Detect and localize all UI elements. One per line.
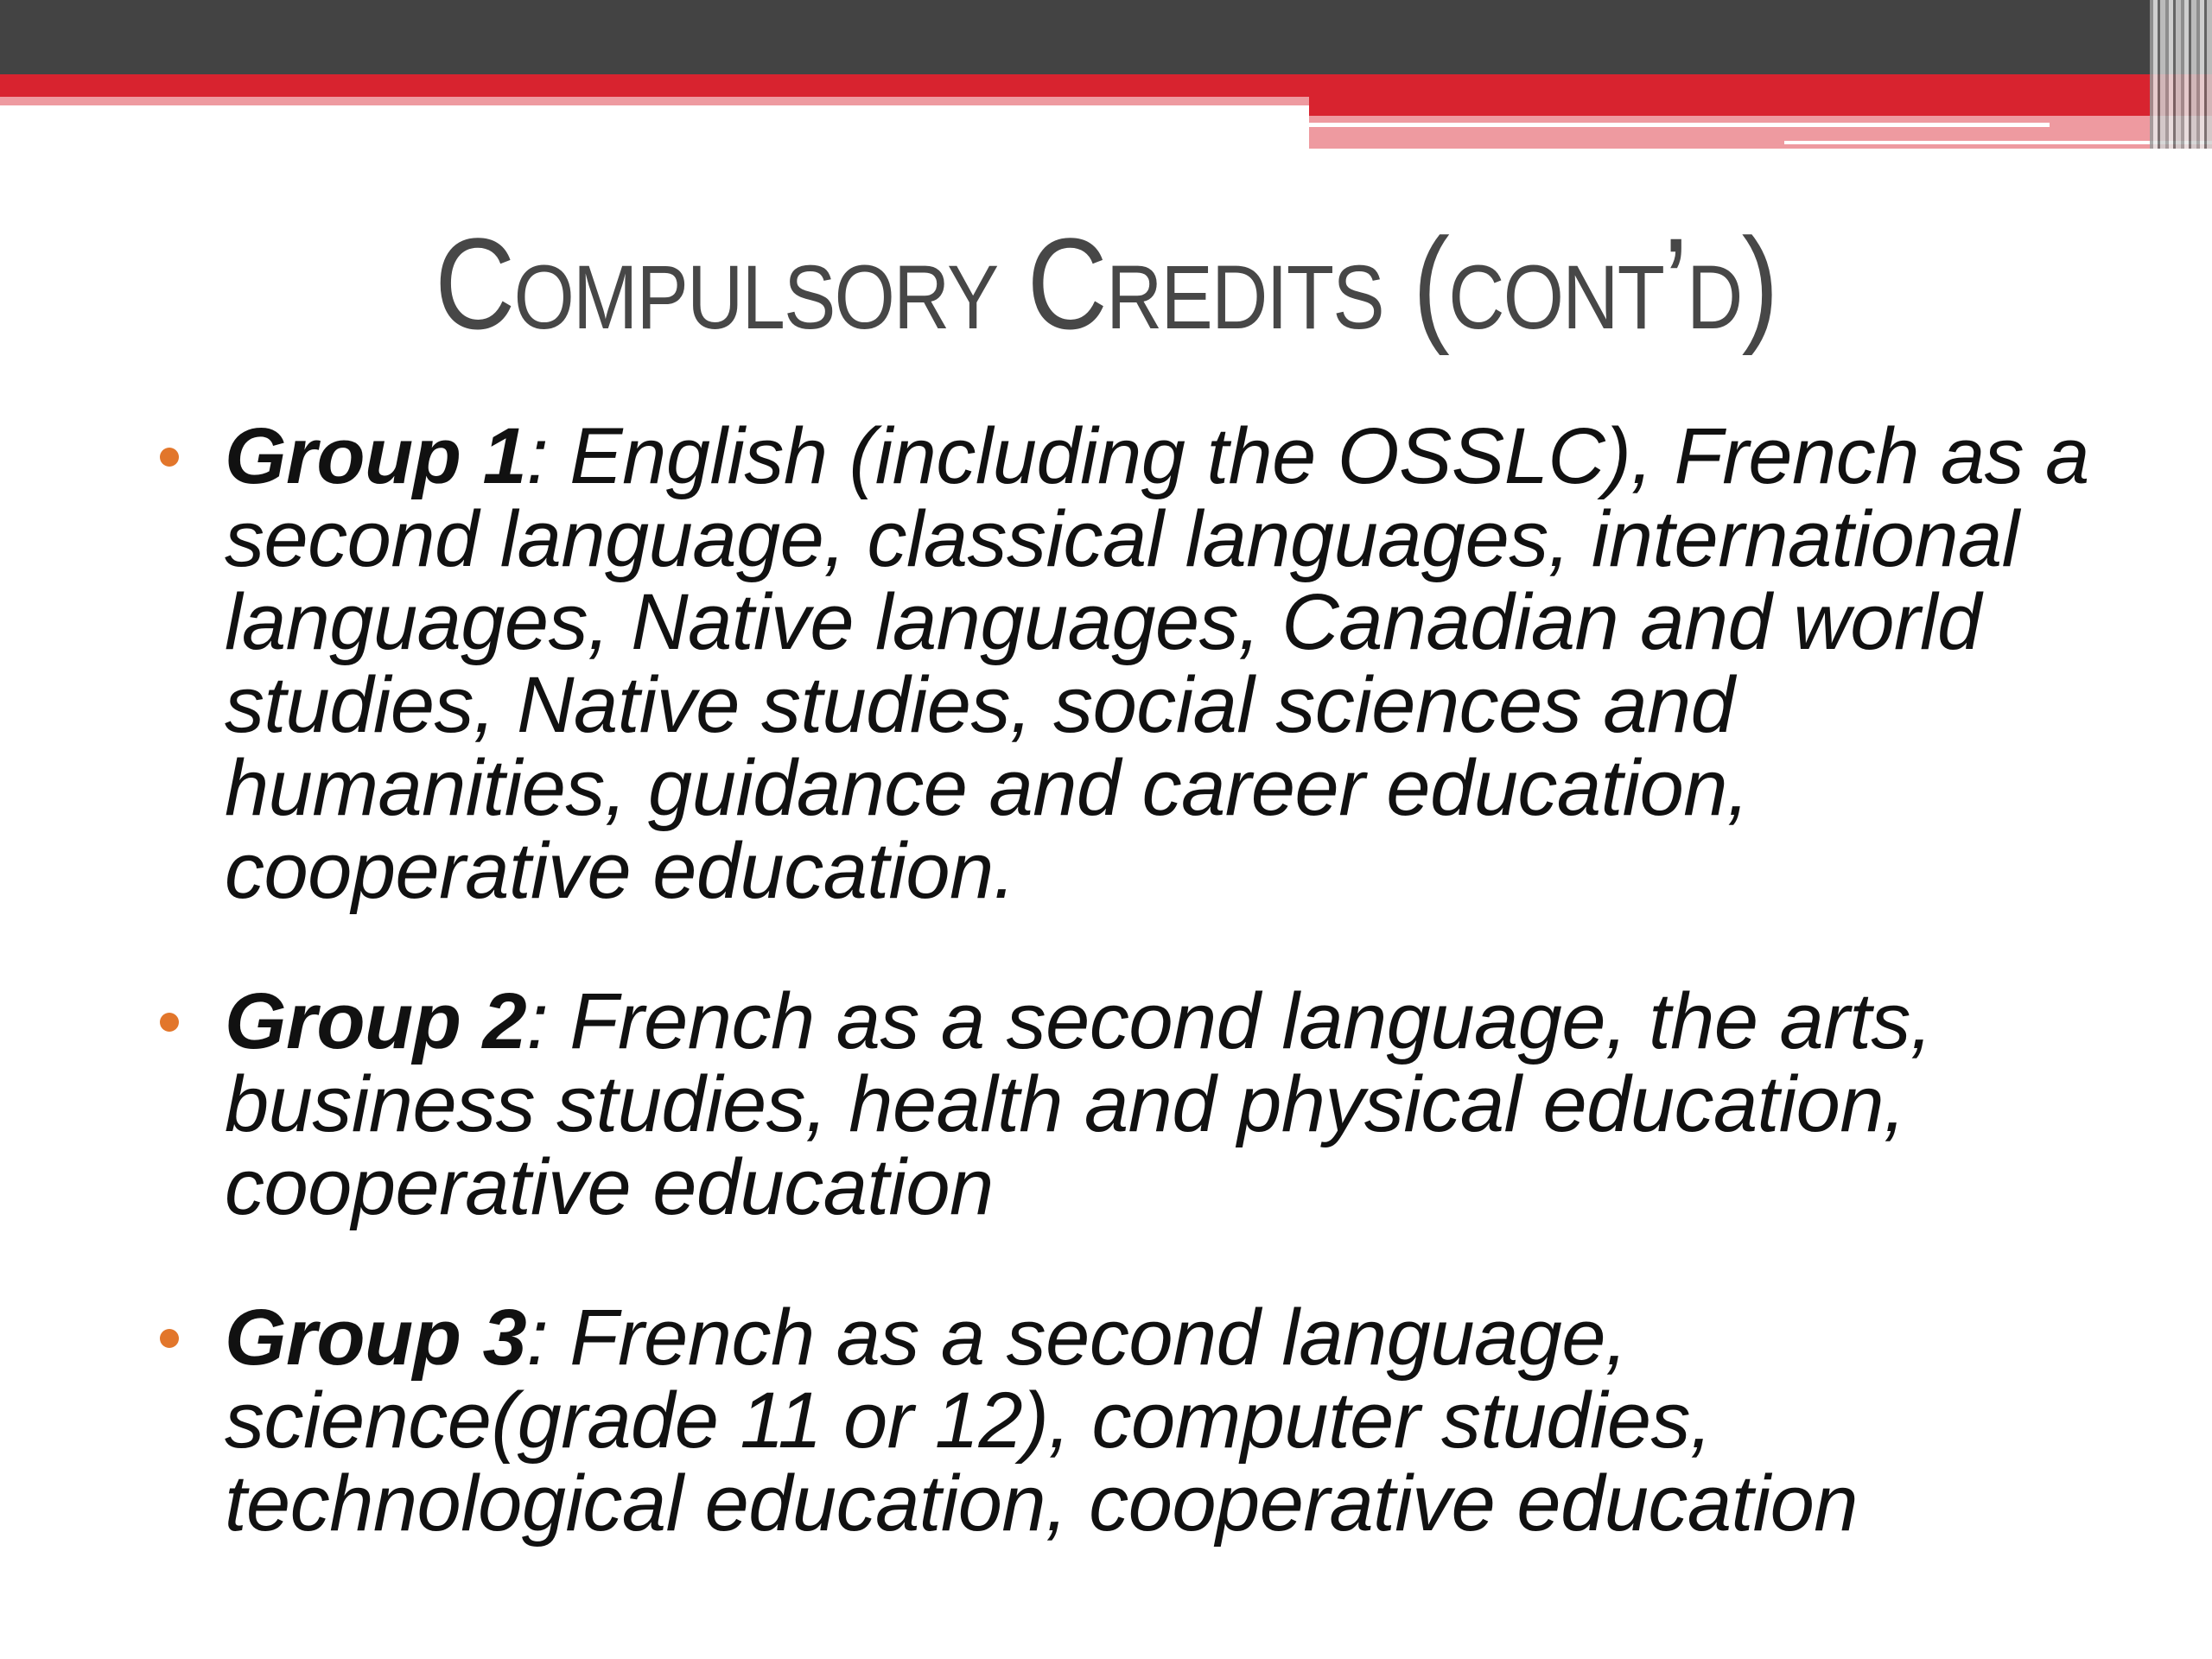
bullet-item-group-1 [164,412,2100,915]
header-red-accent [1309,97,2212,116]
header-dark-bar [0,0,2212,74]
header-white-line [1309,123,2050,127]
bullet-list [164,412,2100,1612]
bullet-text: : French as a second language, the arts, business studies, health and physical education, cooperative education [225,977,1932,1231]
bullet-label: Group 3 [225,1294,527,1382]
bullet-label: Group 1 [225,412,527,500]
header-red-bar [0,74,2212,97]
header-edge-stripes [2150,0,2212,149]
bullet-dot-icon [160,1013,179,1032]
bullet-dot-icon [160,448,179,467]
header-pink-bar [0,97,1309,105]
bullet-dot-icon [160,1329,179,1348]
bullet-text: : English (including the OSSLC), French as a second language, classical languages, international languages, Native languages, Canadian and world studies, Native studies, social sciences and humanities, guidance and career education, cooperative education. [225,412,2089,915]
slide-title: Compulsory Credits (cont’d) [435,211,1777,356]
bullet-item-group-2 [164,977,2100,1231]
bullet-text: : French as a second language, science(grade 11 or 12), computer studies, technological education, cooperative education [225,1294,1858,1548]
bullet-item-group-3 [164,1294,2100,1548]
header-white-line [1784,141,2212,144]
bullet-label: Group 2 [225,977,527,1065]
